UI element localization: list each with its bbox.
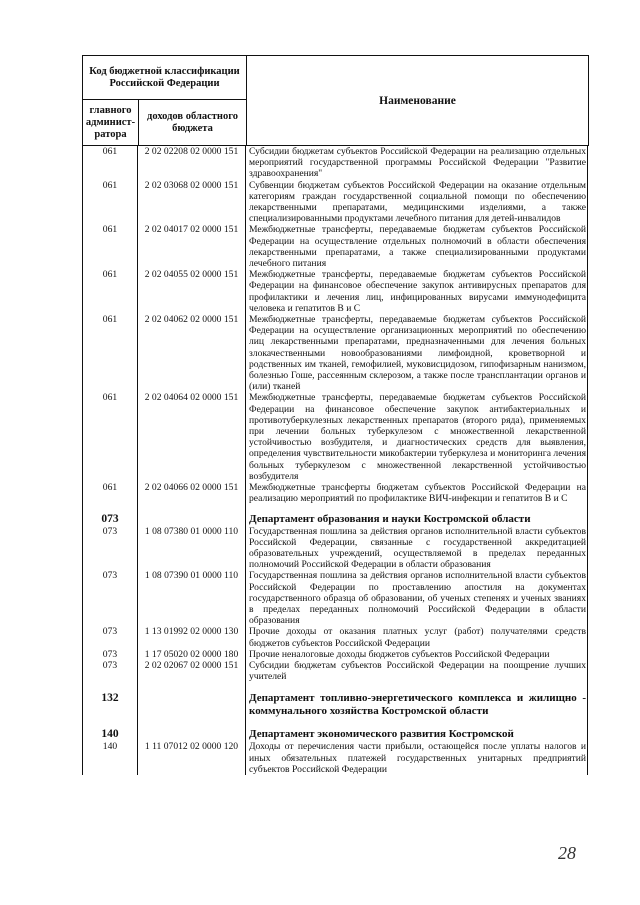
table-row: 073 1 17 05020 02 0000 180 Прочие неналоговые доходы бюджетов субъектов Российской Федерации: [102, 648, 550, 660]
budget-classification-table: [82, 55, 588, 775]
department-row: 132 Департамент топливно-энергетического комплекса и жилищно - коммунального хозяйства Костромской области: [101, 692, 586, 718]
table-row: 073 1 13 01992 02 0000 130 Прочие доходы от оказания платных услуг (работ) получателями средств бюджетов субъектов Российской Федерации: [102, 626, 586, 649]
table-row: 061 2 02 04055 02 0000 151 Межбюджетные трансферты, передаваемые бюджетам субъектов Российской Федерации на финансовое обеспечение закупок антивирусных препаратов для профилактики и лечения лиц, инфицированных вирусами иммунодефицита человека и гепатитов В и С: [102, 269, 586, 314]
table-row: 061 2 02 04017 02 0000 151 Межбюджетные трансферты, передаваемые бюджетам субъектов Российской Федерации на осуществление отдельных полномочий в области обеспечения лекарственными препаратами, а также специализированными продуктами лечебного питания: [102, 224, 586, 270]
name-header-cell: Наименование: [247, 56, 589, 146]
table-row: 061 2 02 04066 02 0000 151 Межбюджетные трансферты бюджетам субъектов Российской Федерации на реализацию мероприятий по профилактике ВИЧ-инфекции и гепатитов В и С: [102, 482, 586, 505]
table-row: 061 2 02 02208 02 0000 151 Субсидии бюджетам субъектов Российской Федерации на реализацию отдельных мероприятий государственной программы Российской Федерации "Развитие здравоохранения": [102, 146, 586, 180]
code-title-cell: Код бюджетной классификации Российской Федерации: [83, 56, 247, 100]
table-header: [82, 55, 589, 146]
admin-header-cell: главного админист-ратора: [83, 100, 139, 146]
department-row: 073 Департамент образования и науки Костромской области: [101, 512, 531, 525]
department-row: 140 Департамент экономического развития Костромской: [101, 728, 514, 741]
table-row: 061 2 02 04062 02 0000 151 Межбюджетные трансферты, передаваемые бюджетам субъектов Российской Федерации на осуществление организационных мероприятий по обеспечению лиц лекарственными препаратами, предназначенными для лечения больных злокачественными новообразованиями лимфоидной, кроветворной и родственных им тканей, гемофилией, муковисцидозом, гипофизарным нанизмом, болезнью Гоше, рассеянным склерозом, а также после трансплантации органов и (или) тканей: [102, 314, 586, 393]
page-number: 28: [558, 843, 576, 863]
table-row: 073 1 08 07390 01 0000 110 Государственная пошлина за действия органов исполнительной власти субъектов Российской Федерации по проставлению апостиля на документах государственного образца об образовании, об ученых степенях и ученых званиях в пределах переданных полномочий Российской Федерации в области образования: [102, 570, 586, 627]
table-row: 073 1 08 07380 01 0000 110 Государственная пошлина за действия органов исполнительной власти субъектов Российской Федерации, связанные с государственной аккредитацией образовательных учреждений, осуществляемой в пределах переданных полномочий Российской Федерации в области образования: [102, 525, 586, 571]
table-row: 140 1 11 07012 02 0000 120 Доходы от перечисления части прибыли, остающейся после уплаты налогов и иных обязательных платежей государственных унитарных предприятий субъектов Российской Федерации: [102, 741, 586, 775]
table-row: 061 2 02 03068 02 0000 151 Субвенции бюджетам субъектов Российской Федерации на оказание отдельным категориям граждан государственной социальной помощи по обеспечению лекарственными препаратами, медицинскими изделиями, а также специализированными продуктами лечебного питания для детей-инвалидов: [102, 179, 586, 225]
table-row: 061 2 02 04064 02 0000 151 Межбюджетные трансферты, передаваемые бюджетам субъектов Российской Федерации на финансовое обеспечение закупок антибактериальных и противотуберкулезных лекарственных препаратов (второго ряда), применяемых при лечении больных туберкулезом с множественной лекарственной устойчивостью возбудителя, и диагностических средств для выявления, определения чувствительности микобактерии туберкулеза и мониторинга лечения больных туберкулезом с множественной лекарственной устойчивостью возбудителя: [102, 392, 586, 482]
table-body: [82, 146, 588, 775]
income-header-cell: доходов областного бюджета: [139, 100, 247, 146]
table-row: 073 2 02 02067 02 0000 151 Субсидии бюджетам субъектов Российской Федерации на поощрение лучших учителей: [102, 659, 586, 683]
